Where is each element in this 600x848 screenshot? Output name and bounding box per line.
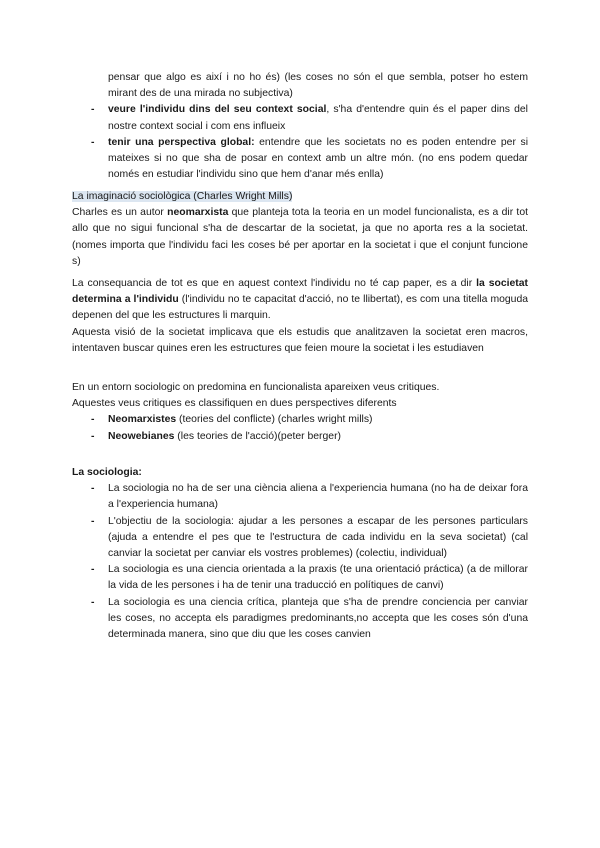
paragraph [0, 276, 600, 325]
list-item-text: (les teories de l'acció)(peter berger) [174, 430, 341, 442]
list-item: - La sociologia es una ciencia orientada a la praxis (te una orientació práctica) (a de millorar la vida de les persones i ha de tenir una traducció en polítiques de canvi) [0, 562, 600, 594]
paragraph-line: En un entorn sociologic on predomina en funcionalista apareixen veus critiques. [72, 382, 440, 393]
list-item [0, 135, 600, 184]
paragraph-text: La consequancia de tot es que en aquest context l'individu no té cap paper, es a dir [72, 278, 477, 289]
paragraph-text: que planteja tota la teoria en un model funcionalista, es a dir tot allo que no sigui funcional s'ha de descartar de la societat, ja que no aporta res a la societat. (nomes importa que l'individu faci les coses bé per aportar en la societat i que el conjunt funcione s) [72, 207, 528, 267]
top-bullet-list [0, 102, 600, 183]
list-item [0, 429, 600, 445]
section-heading [0, 465, 600, 481]
consequence-section [0, 276, 600, 357]
heading-highlight: La imaginació sociològica (Charles Wright Mills) [72, 191, 293, 202]
continuation-text: pensar que algo es així i no ho és) (les coses no són el que sembla, potser ho estem mirant des de una mirada no subjectiva) [108, 72, 528, 100]
paragraph-text: Charles es un autor [72, 207, 168, 219]
list-item [0, 412, 600, 428]
list-item: - La sociologia no ha de ser una ciència aliena a l'experiencia humana (no ha de deixar fora a l'experiencia humana) [0, 481, 600, 513]
sociologia-section [0, 465, 600, 643]
paragraph [0, 205, 600, 270]
sociologia-bullet-list [0, 481, 600, 643]
paragraph-text: (l'individu no te capacitat d'acció, no te llibertat), es com una titella moguda depenen del que les estructures li marquin. [72, 294, 529, 322]
list-item-bold: veure l'individu dins del seu context social [108, 104, 327, 116]
top-section [0, 70, 600, 183]
paragraph-bold: neomarxista [167, 207, 229, 219]
section-heading [0, 189, 600, 205]
list-item-text: entendre que les societats no es poden entendre per si mateixes si no que sha de posar en context amb un altre món. (no ens podem quedar només en estudiar l'individu sino que hem d'anar més enlla) [108, 136, 528, 181]
paragraph-bold: la societat determina a l'individu [72, 278, 528, 306]
critics-section [0, 380, 600, 445]
list-item: - L'objectiu de la sociologia: ajudar a les persones a escapar de les persones particulars (ajuda a entendre el pes que te l'estructura de cada individu en la seva societat) (cal canviar la societat per canviar els vostres problemes) (colectiu, individual) [0, 514, 600, 563]
critics-bullet-list [0, 412, 600, 444]
list-item-bold: Neomarxistes [108, 414, 177, 426]
list-item-bold: tenir una perspectiva global: [108, 136, 255, 148]
mills-section [0, 189, 600, 270]
list-item-text: (teories del conflicte) (charles wright mills) [176, 414, 373, 426]
heading-text: La sociologia: [72, 467, 142, 478]
paragraph-line: Aquestes veus critiques es classifiquen en dues perspectives diferents [72, 398, 397, 410]
list-item: - La sociologia es una ciencia crítica, planteja que s'ha de prendre conciencia per canviar les coses, no accepta els paradigmes predominants,no accepta que les coses són d'una determinada manera, sino que diu que les coses canvien [0, 595, 600, 644]
list-item-text: , s'ha d'entendre quin és el paper dins del nostre context social i com ens influeix [108, 104, 528, 132]
list-item [0, 102, 600, 134]
paragraph: Aquesta visió de la societat implicava que els estudis que analitzaven la societat eren macros, intentaven buscar quines eren les estructures que feien moure la societat i les estudiaven [72, 326, 528, 354]
list-item-bold: Neowebianes [108, 430, 175, 442]
